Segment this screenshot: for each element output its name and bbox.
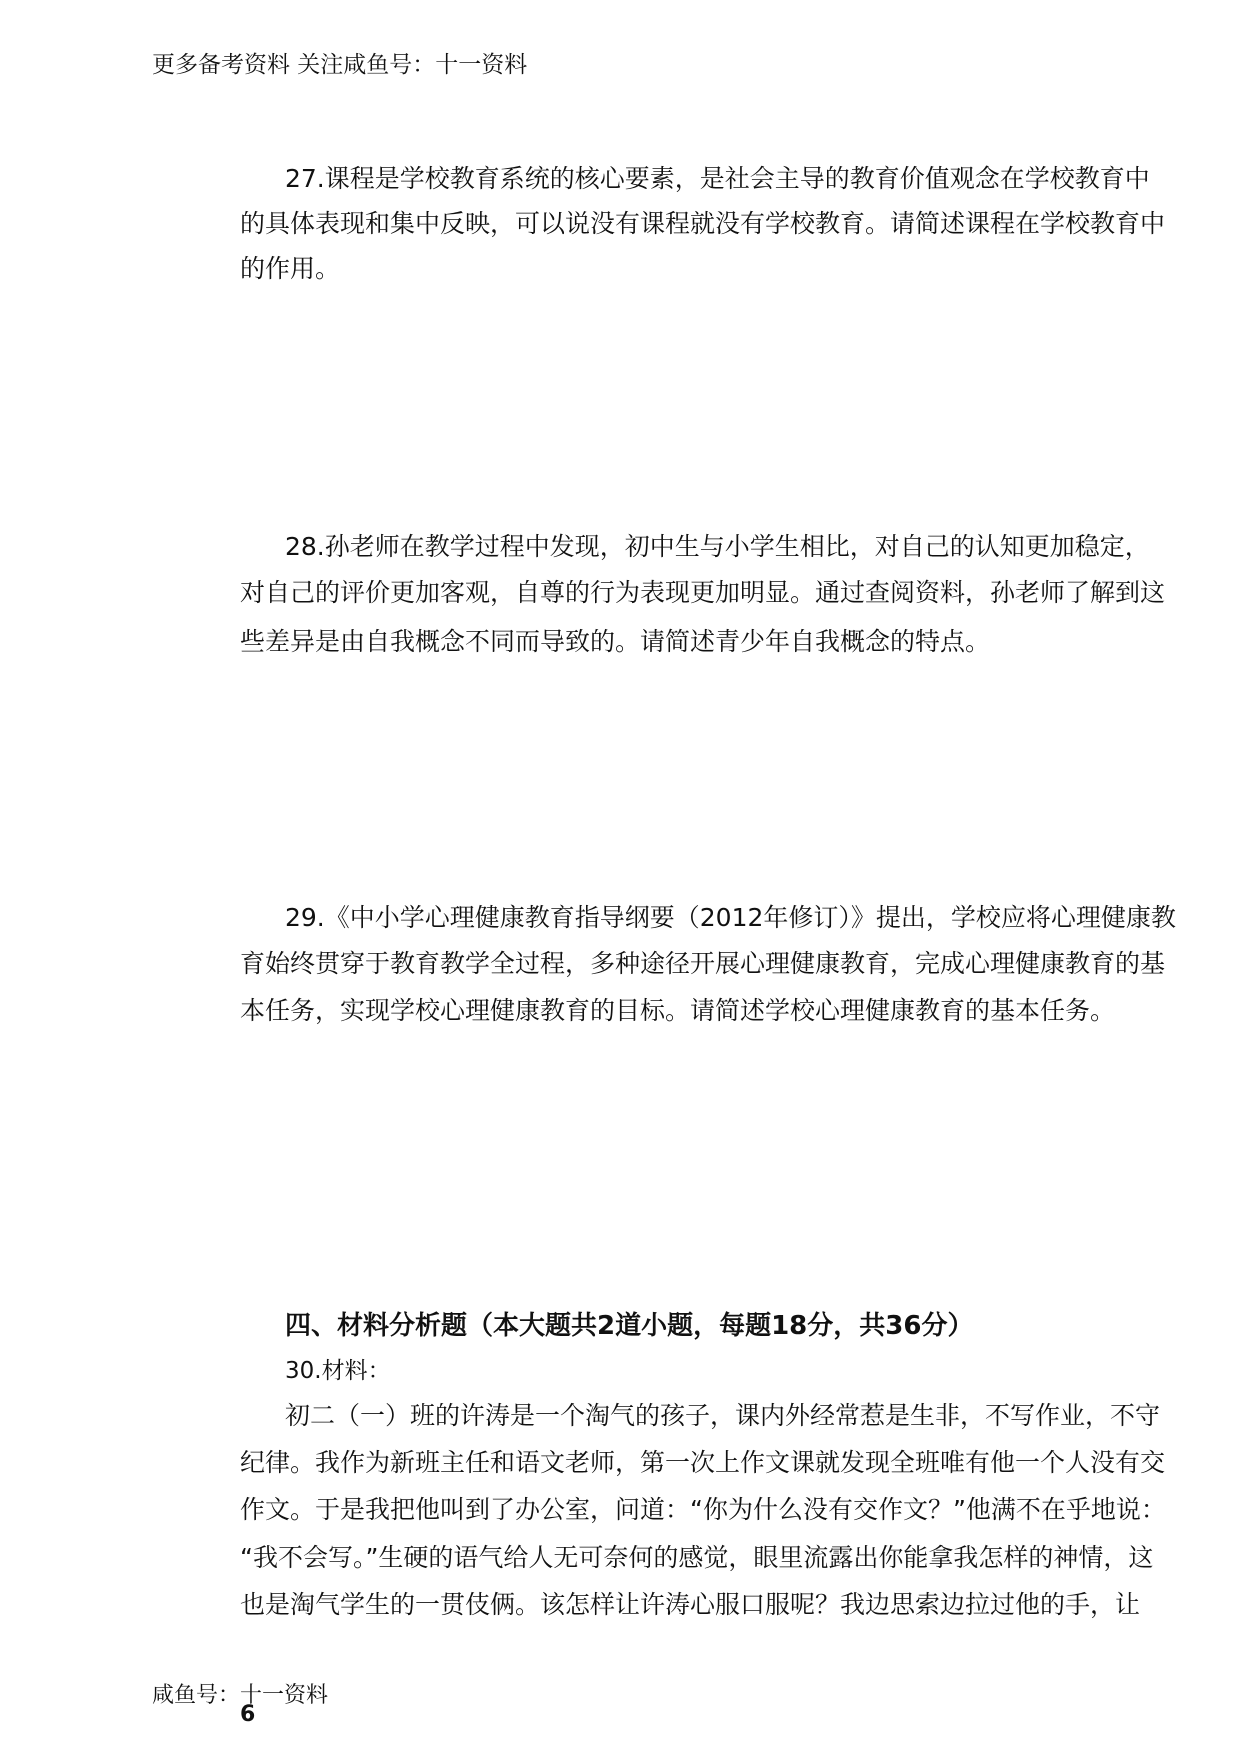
material-line: 纪律。我作为新班主任和语文老师，第一次上作文课就发现全班唯有他一个人没有交 [240,1448,1166,1477]
question-28-line: 对自己的评价更加客观，自尊的行为表现更加明显。通过查阅资料，孙老师了解到这 [240,578,1166,607]
question-29-line: 本任务，实现学校心理健康教育的目标。请简述学校心理健康教育的基本任务。 [240,996,1116,1025]
material-line: 也是淘气学生的一贯伎俩。该怎样让许涛心服口服呢？我边思索边拉过他的手，让 [240,1590,1141,1619]
question-29-line: 29.《中小学心理健康教育指导纲要（2012年修订）》提出，学校应将心理健康教 [285,903,1176,932]
page-number: 6 [240,1702,256,1727]
material-line: “我不会写。”生硬的语气给人无可奈何的感觉，眼里流露出你能拿我怎样的神情，这 [240,1543,1154,1572]
footer-note: 咸鱼号：十一资料 [152,1683,329,1708]
question-27-line: 27.课程是学校教育系统的核心要素，是社会主导的教育价值观念在学校教育中 [285,164,1150,193]
question-28-line: 些差异是由自我概念不同而导致的。请简述青少年自我概念的特点。 [240,627,991,656]
section-4-heading: 四、材料分析题（本大题共2道小题，每题18分，共36分） [285,1311,974,1341]
page-header-note: 更多备考资料 关注咸鱼号：十一资料 [152,52,528,78]
question-27-line: 的具体表现和集中反映，可以说没有课程就没有学校教育。请简述课程在学校教育中 [240,209,1166,238]
question-30-label: 30.材料： [285,1358,391,1384]
question-28-line: 28.孙老师在教学过程中发现，初中生与小学生相比，对自己的认知更加稳定， [285,532,1150,561]
material-line: 作文。于是我把他叫到了办公室，问道：“你为什么没有交作文？”他满不在乎地说： [240,1495,1166,1524]
question-27-line: 的作用。 [240,254,341,283]
question-29-line: 育始终贯穿于教育教学全过程，多种途径开展心理健康教育，完成心理健康教育的基 [240,949,1166,978]
material-line: 初二（一）班的许涛是一个淘气的孩子，课内外经常惹是生非，不写作业，不守 [285,1401,1161,1430]
